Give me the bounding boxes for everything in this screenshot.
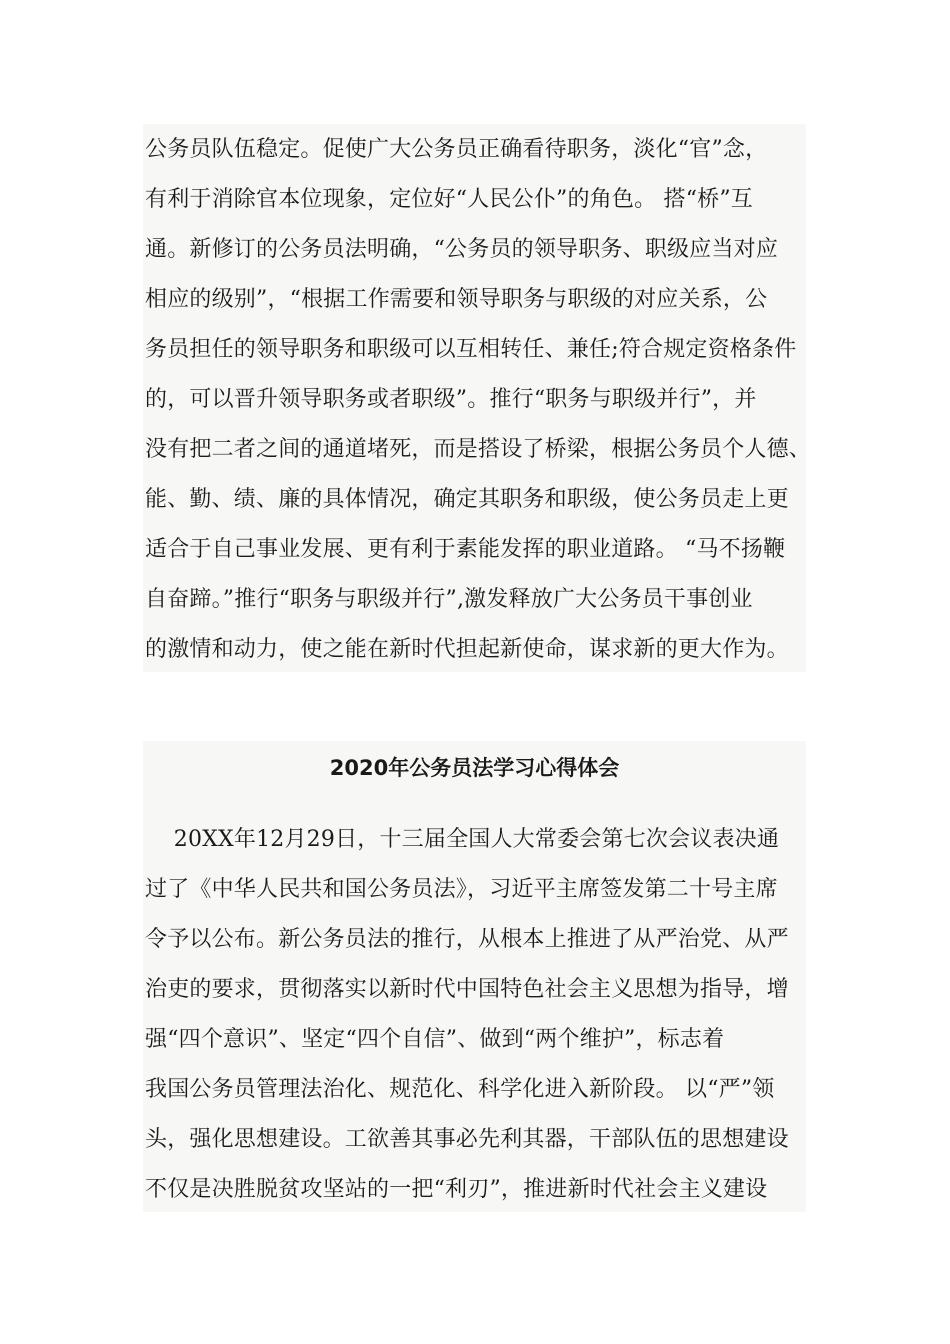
paragraph-line: 20XX年12月29日，十三届全国人大常委会第七次会议表决通 xyxy=(145,827,780,852)
text-block-continuation xyxy=(143,124,812,672)
paragraph-line: 的，可以晋升领导职务或者职级”。推行“职务与职级并行”，并 xyxy=(145,387,757,412)
paragraph-line: 强“四个意识”、坚定“四个自信”、做到“两个维护”，标志着 xyxy=(145,1027,725,1052)
paragraph-line: 通。新修订的公务员法明确，“公务员的领导职务、职级应当对应 xyxy=(145,237,779,262)
paragraph-line: 适合于自己事业发展、更有利于素能发挥的职业道路。 “马不扬鞭 xyxy=(145,537,786,562)
paragraph-line: 过了《中华人民共和国公务员法》，习近平主席签发第二十号主席 xyxy=(145,877,778,902)
paragraph-line: 没有把二者之间的通道堵死，而是搭设了桥梁，根据公务员个人德、 xyxy=(145,437,812,462)
paragraph-line: 不仅是决胜脱贫攻坚站的一把“利刃”，推进新时代社会主义建设 xyxy=(145,1177,768,1202)
essay-title: 2020年公务员法学习心得体会 xyxy=(329,756,620,780)
paragraph-line: 公务员队伍稳定。促使广大公务员正确看待职务，淡化“官”念， xyxy=(145,137,768,162)
paragraph-line: 头，强化思想建设。工欲善其事必先利其器，干部队伍的思想建设 xyxy=(145,1127,789,1152)
paragraph-line: 有利于消除官本位现象，定位好“人民公仆”的角色。 搭“桥”互 xyxy=(145,187,753,212)
essay-section xyxy=(143,741,806,1212)
paragraph-line: 令予以公布。新公务员法的推行，从根本上推进了从严治党、从严 xyxy=(145,927,789,952)
paragraph-line: 相应的级别”，“根据工作需要和领导职务与职级的对应关系，公 xyxy=(145,287,768,312)
paragraph-line: 的激情和动力，使之能在新时代担起新使命，谋求新的更大作为。 xyxy=(145,637,789,662)
paragraph-line: 自奋蹄。”推行“职务与职级并行”,激发释放广大公务员干事创业 xyxy=(145,587,753,612)
paragraph-line: 务员担任的领导职务和职级可以互相转任、兼任;符合规定资格条件 xyxy=(145,337,797,362)
paragraph-line: 能、勤、绩、廉的具体情况，确定其职务和职级，使公务员走上更 xyxy=(145,487,789,512)
paragraph-line: 治吏的要求，贯彻落实以新时代中国特色社会主义思想为指导，增 xyxy=(145,977,789,1002)
paragraph-line: 我国公务员管理法治化、规范化、科学化进入新阶段。 以“严”领 xyxy=(145,1077,775,1102)
